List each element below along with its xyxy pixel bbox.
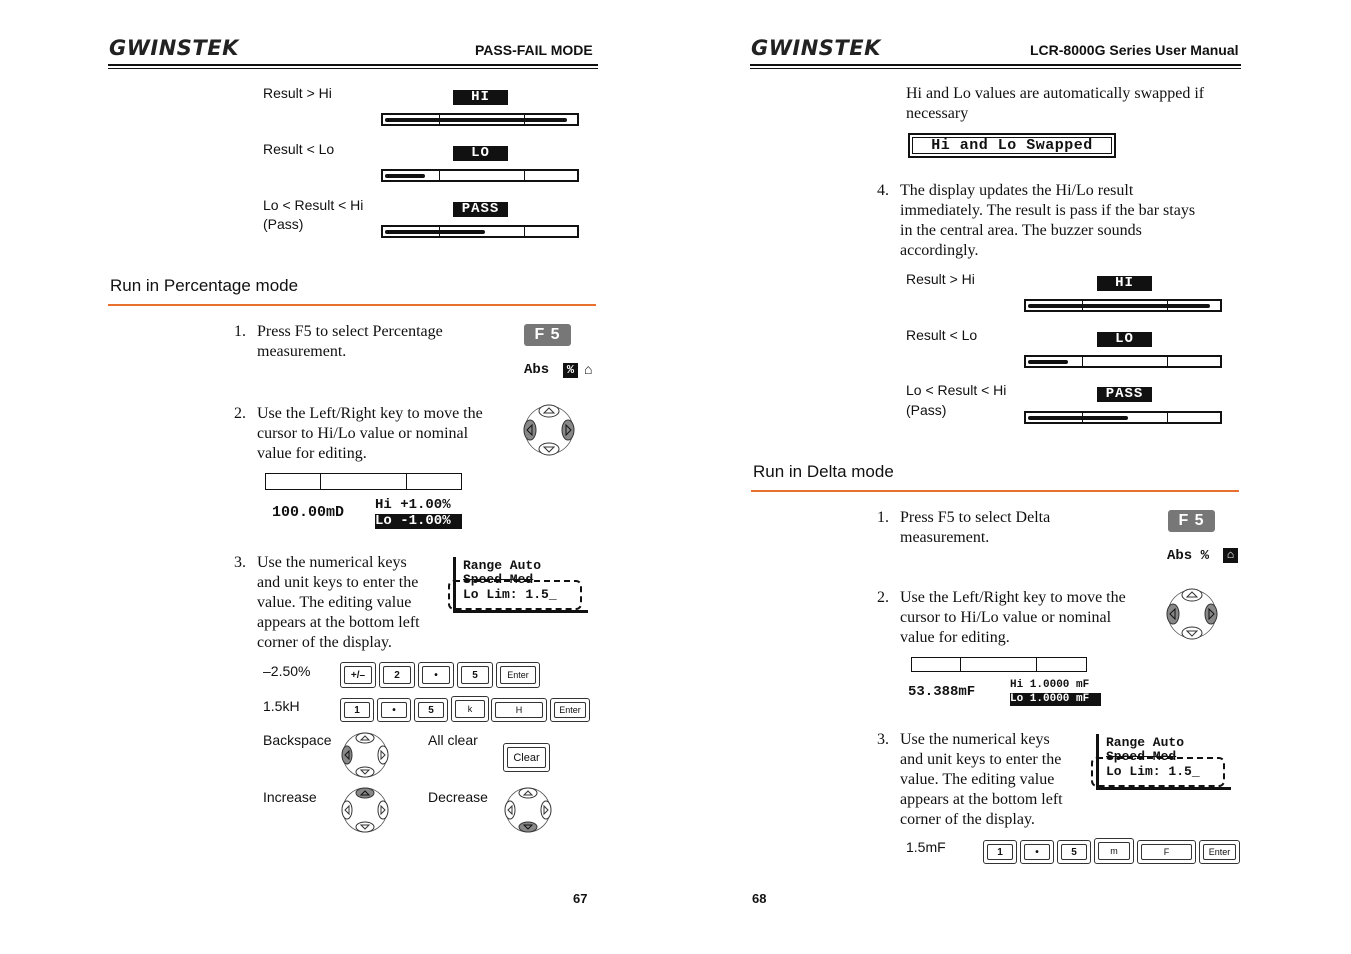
key-h[interactable]: H: [491, 698, 547, 722]
swap-box: Hi and Lo Swapped: [908, 133, 1116, 158]
step-num: 2.: [877, 589, 889, 606]
row-label-lo: Result < Lo: [263, 141, 335, 157]
decrease-label: Decrease: [428, 789, 488, 805]
arrow-keypad-icon[interactable]: [522, 404, 576, 456]
key-enter[interactable]: Enter: [550, 698, 590, 722]
abs-label: Abs %: [1167, 548, 1210, 564]
bar-hi: [381, 113, 579, 126]
step-num: 1.: [877, 509, 889, 526]
row-label-hi: Result > Hi: [906, 271, 975, 287]
step-num: 1.: [234, 323, 246, 340]
step-text: Use the Left/Right key to move the cursor to Hi/Lo value or nominal value for editing.: [257, 405, 483, 462]
gwinstek-logo: GWINSTEK: [109, 36, 239, 60]
increase-label: Increase: [263, 789, 317, 805]
step-num: 3.: [234, 554, 246, 571]
arrow-keypad-down-icon[interactable]: [503, 786, 553, 834]
hi-value: Hi 1.0000 mF: [1010, 679, 1090, 691]
percent-highlight: %: [563, 363, 578, 378]
lcd-border-bottom: [453, 610, 588, 613]
key-dot[interactable]: •: [377, 698, 411, 722]
key-enter[interactable]: Enter: [1199, 840, 1240, 864]
arrow-keypad-icon[interactable]: [1165, 588, 1219, 640]
page-number: 67: [573, 891, 588, 906]
key-1[interactable]: 1: [983, 840, 1017, 864]
lo-indicator: LO: [1097, 332, 1152, 347]
row-label-pass: Lo < Result < Hi: [906, 382, 1007, 398]
header-rule-thin: [750, 68, 1241, 69]
step-text: Use the numerical keys and unit keys to enter the value. The editing value appears at the bottom left corner of the display.: [900, 731, 1063, 828]
delta-highlight: ⌂: [1223, 548, 1238, 563]
section-rule: [751, 490, 1239, 492]
row-label-pass-2: (Pass): [906, 402, 947, 418]
header-rule: [108, 64, 598, 66]
hi-indicator: HI: [1097, 276, 1152, 291]
editing-highlight: [448, 580, 582, 610]
example-label: 1.5kH: [263, 698, 300, 714]
lo-value: Lo 1.0000 mF: [1010, 693, 1101, 706]
pass-indicator: PASS: [1097, 387, 1152, 402]
delta-icon: ⌂: [584, 361, 593, 377]
step-text: The display updates the Hi/Lo result immediately. The result is pass if the bar stays in the central area. The buzzer sounds accordingly.: [900, 182, 1196, 259]
step-text: Press F5 to select Percentage measurement.: [257, 323, 443, 360]
key-m[interactable]: m: [1094, 838, 1134, 864]
backspace-label: Backspace: [263, 732, 332, 748]
lcd-line-3: Lo Lim: 1.5_: [463, 587, 557, 602]
hi-indicator: HI: [453, 90, 508, 105]
page-header: LCR-8000G Series User Manual: [1030, 42, 1239, 58]
lcd-border-bottom: [1096, 787, 1231, 790]
key-enter[interactable]: Enter: [496, 662, 540, 688]
lcd-line-2: Speed Med: [1106, 749, 1177, 764]
swap-text: Hi and Lo values are automatically swapped if necessary: [906, 85, 1205, 122]
editing-highlight: [1091, 757, 1225, 787]
key-5[interactable]: 5: [1057, 840, 1091, 864]
key-dot[interactable]: •: [1020, 840, 1054, 864]
section-title: Run in Percentage mode: [110, 276, 299, 295]
step-num: 3.: [877, 731, 889, 748]
row-label-lo: Result < Lo: [906, 327, 978, 343]
bar-lo: [381, 169, 579, 182]
f5-key[interactable]: F 5: [1168, 510, 1215, 532]
key-5[interactable]: 5: [457, 662, 493, 688]
clear-key[interactable]: Clear: [503, 743, 550, 772]
bar-pass: [381, 225, 579, 238]
key-1[interactable]: 1: [340, 698, 374, 722]
row-label-hi: Result > Hi: [263, 85, 332, 101]
step-text: Use the numerical keys and unit keys to enter the value. The editing value appears at the bottom left corner of the display.: [257, 554, 420, 651]
step-num: 4.: [877, 182, 889, 199]
example-label: –2.50%: [263, 663, 311, 679]
arrow-keypad-left-icon[interactable]: [340, 731, 390, 779]
lo-value: Lo -1.00%: [375, 514, 462, 529]
lcd-line-1: Range Auto: [463, 558, 542, 573]
lcd-line-3: Lo Lim: 1.5_: [1106, 764, 1200, 779]
key-2[interactable]: 2: [379, 662, 415, 688]
section-rule: [108, 304, 596, 306]
bar-lo: [1024, 355, 1222, 368]
step-text: Use the Left/Right key to move the cursor to Hi/Lo value or nominal value for editing.: [900, 589, 1126, 646]
page-number: 68: [752, 891, 767, 906]
key-plus-minus[interactable]: +/–: [340, 662, 376, 688]
key-5[interactable]: 5: [414, 698, 448, 722]
pass-indicator: PASS: [453, 202, 508, 217]
header-rule-thin: [108, 68, 598, 69]
example-label: 1.5mF: [906, 839, 946, 855]
f5-key[interactable]: F 5: [524, 324, 571, 346]
bar-display: [911, 657, 1087, 672]
section-title: Run in Delta mode: [753, 462, 894, 481]
arrow-keypad-up-icon[interactable]: [340, 786, 390, 834]
header-rule: [750, 64, 1241, 66]
bar-pass: [1024, 411, 1222, 424]
gwinstek-logo: GWINSTEK: [751, 36, 881, 60]
step-num: 2.: [234, 405, 246, 422]
bar-display: [265, 473, 462, 490]
key-k[interactable]: k: [451, 696, 489, 722]
lcd-line-2: Speed Med: [463, 572, 534, 587]
hi-value: Hi +1.00%: [375, 497, 451, 513]
lcd-line-1: Range Auto: [1106, 735, 1185, 750]
key-f[interactable]: F: [1137, 840, 1196, 864]
display-value: 53.388mF: [908, 684, 976, 700]
lo-indicator: LO: [453, 146, 508, 161]
page-header: PASS-FAIL MODE: [475, 42, 593, 58]
display-value: 100.00mD: [272, 504, 345, 521]
row-label-pass: Lo < Result < Hi: [263, 197, 364, 213]
abs-label: Abs: [524, 362, 550, 378]
key-dot[interactable]: •: [418, 662, 454, 688]
step-text: Press F5 to select Delta measurement.: [900, 509, 1051, 546]
row-label-pass-2: (Pass): [263, 216, 304, 232]
allclear-label: All clear: [428, 732, 478, 748]
bar-hi: [1024, 299, 1222, 312]
